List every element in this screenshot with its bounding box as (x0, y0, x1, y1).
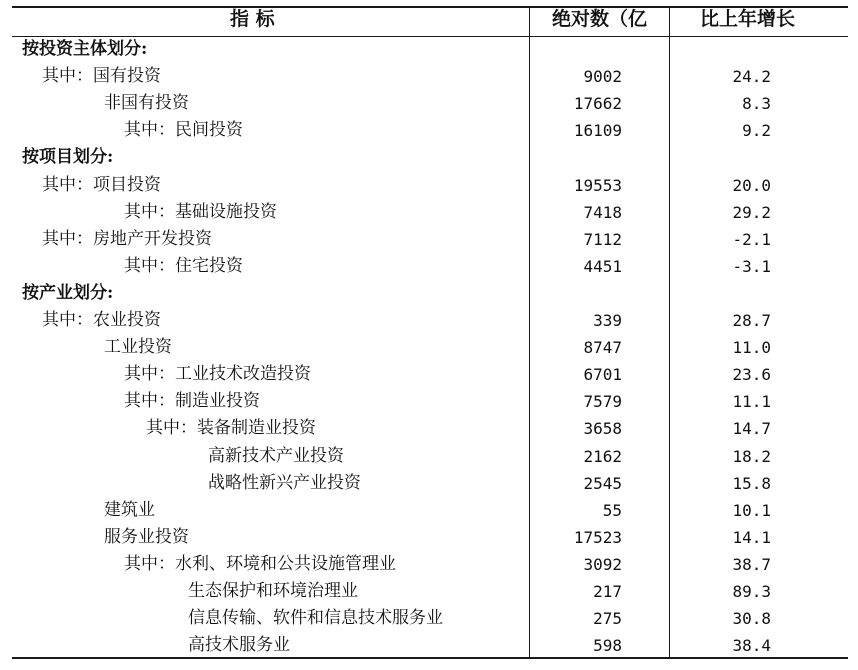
growth-value: 24.2 (732, 67, 771, 86)
absolute-value: 16109 (573, 121, 622, 140)
absolute-value: 2162 (583, 447, 622, 466)
row-label: 其中：工业技术改造投资 (124, 364, 311, 384)
growth-value: -2.1 (732, 230, 771, 249)
column-divider-1 (529, 6, 530, 659)
header-indicator: 指 标 (230, 8, 275, 30)
row-label: 服务业投资 (104, 527, 189, 547)
row-label: 其中：国有投资 (42, 66, 161, 86)
row-label: 其中：装备制造业投资 (146, 418, 316, 438)
absolute-value: 19553 (573, 176, 622, 195)
row-label: 战略性新兴产业投资 (208, 473, 361, 493)
absolute-value: 8747 (583, 338, 622, 357)
row-label: 其中：农业投资 (42, 310, 161, 330)
absolute-value: 3658 (583, 419, 622, 438)
row-label: 其中：基础设施投资 (124, 202, 277, 222)
absolute-value: 7579 (583, 392, 622, 411)
absolute-value: 7112 (583, 230, 622, 249)
growth-value: 20.0 (732, 176, 771, 195)
header-growth: 比上年增长 (700, 8, 796, 30)
row-label: 其中：水利、环境和公共设施管理业 (124, 554, 396, 574)
header-absolute: 绝对数（亿 (552, 8, 648, 30)
growth-value: 14.7 (732, 419, 771, 438)
row-label: 非国有投资 (104, 93, 189, 113)
absolute-value: 7418 (583, 203, 622, 222)
row-label: 工业投资 (104, 337, 172, 357)
row-label: 建筑业 (104, 500, 155, 520)
row-label: 其中：制造业投资 (124, 391, 260, 411)
growth-value: -3.1 (732, 257, 771, 276)
growth-value: 18.2 (732, 447, 771, 466)
absolute-value: 3092 (583, 555, 622, 574)
growth-value: 14.1 (732, 528, 771, 547)
growth-value: 38.4 (732, 636, 771, 655)
section-heading: 按产业划分: (22, 283, 114, 303)
absolute-value: 217 (593, 582, 622, 601)
growth-value: 28.7 (732, 311, 771, 330)
absolute-value: 2545 (583, 474, 622, 493)
growth-value: 23.6 (732, 365, 771, 384)
growth-value: 89.3 (732, 582, 771, 601)
absolute-value: 6701 (583, 365, 622, 384)
growth-value: 30.8 (732, 609, 771, 628)
absolute-value: 339 (593, 311, 622, 330)
column-divider-2 (669, 6, 670, 659)
header-rule (12, 36, 848, 37)
absolute-value: 9002 (583, 67, 622, 86)
growth-value: 15.8 (732, 474, 771, 493)
absolute-value: 55 (602, 501, 622, 520)
absolute-value: 275 (593, 609, 622, 628)
row-label: 其中：房地产开发投资 (42, 229, 212, 249)
row-label: 信息传输、软件和信息技术服务业 (188, 608, 443, 628)
absolute-value: 4451 (583, 257, 622, 276)
growth-value: 10.1 (732, 501, 771, 520)
section-heading: 按项目划分: (22, 147, 114, 167)
row-label: 其中：项目投资 (42, 175, 161, 195)
absolute-value: 17662 (573, 94, 622, 113)
absolute-value: 598 (593, 636, 622, 655)
row-label: 高新技术产业投资 (208, 446, 344, 466)
bottom-rule (12, 657, 848, 659)
row-label: 其中：住宅投资 (124, 256, 243, 276)
row-label: 生态保护和环境治理业 (188, 581, 358, 601)
row-label: 高技术服务业 (188, 635, 290, 655)
growth-value: 38.7 (732, 555, 771, 574)
row-label: 其中：民间投资 (124, 120, 243, 140)
growth-value: 11.0 (732, 338, 771, 357)
section-heading: 按投资主体划分: (22, 39, 148, 59)
absolute-value: 17523 (573, 528, 622, 547)
header-absolute-clip (530, 6, 668, 34)
growth-value: 8.3 (742, 94, 771, 113)
growth-value: 29.2 (732, 203, 771, 222)
growth-value: 9.2 (742, 121, 771, 140)
growth-value: 11.1 (732, 392, 771, 411)
